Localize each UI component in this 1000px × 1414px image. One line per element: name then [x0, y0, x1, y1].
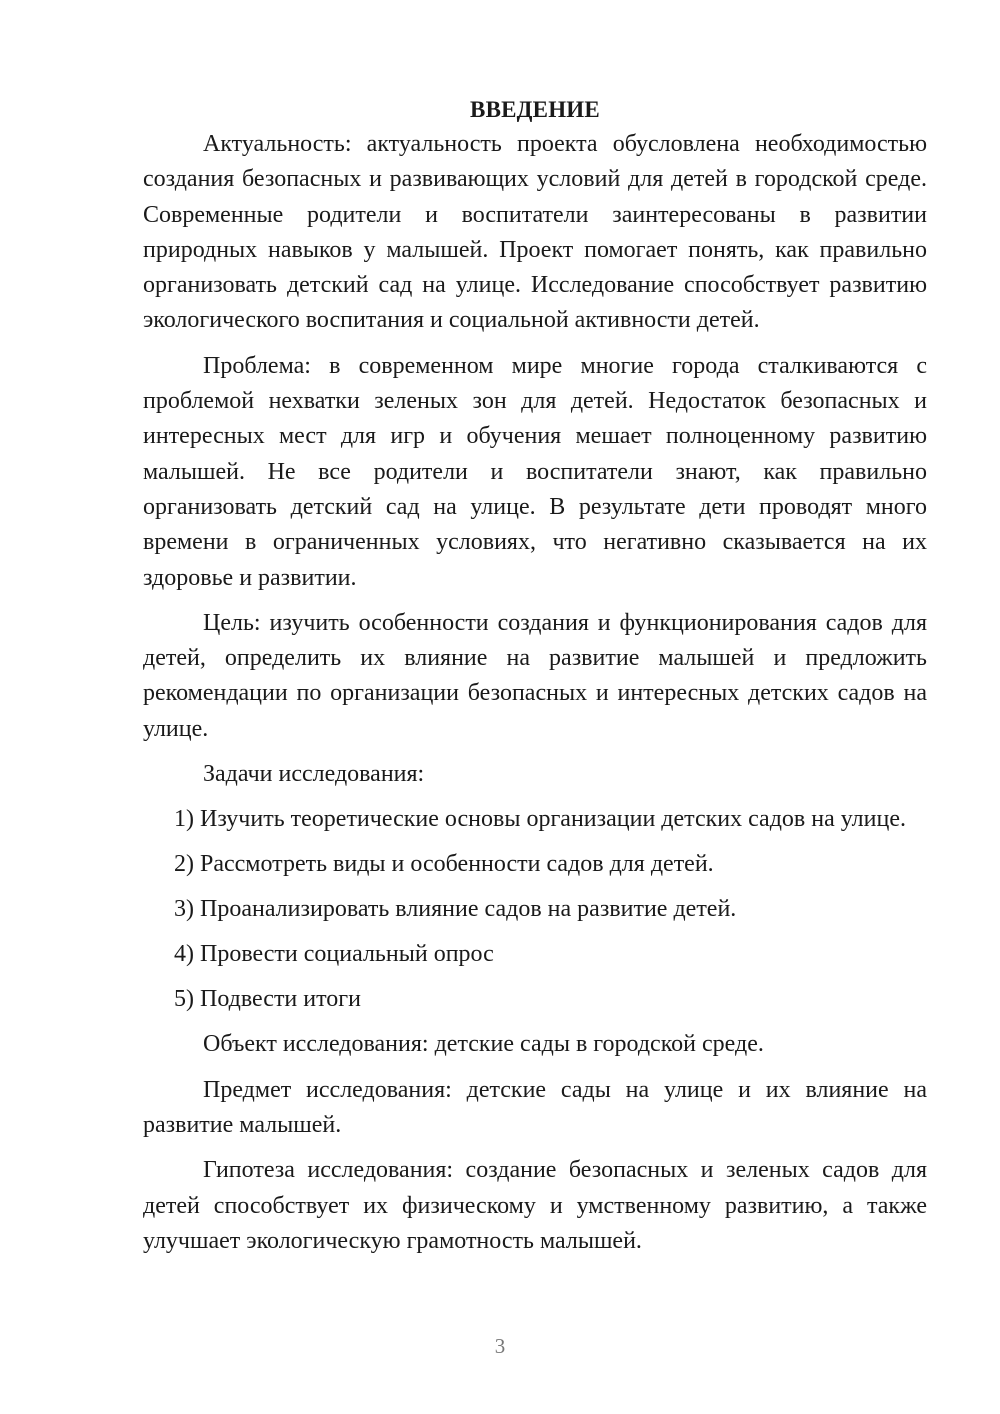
relevance-paragraph: Актуальность: актуальность проекта обусловлена необходимостью создания безопасных и развивающих условий для детей в городской среде. Современные родители и воспитатели заинтересованы в развитии природных навыков у малышей. Проект помогает понять, как правильно организовать детский сад на улице. Исследование способствует развитию экологического воспитания и социальной активности детей.	[143, 131, 927, 334]
task-item: 4) Провести социальный опрос	[174, 941, 494, 968]
subject-paragraph: Предмет исследования: детские сады на улице и их влияние на развитие малышей.	[143, 1076, 927, 1138]
section-title: ВВЕДЕНИЕ	[470, 97, 600, 122]
hypothesis-paragraph: Гипотеза исследования: создание безопасных и зеленых садов для детей способствует их физическому и умственному развитию, а также улучшает экологическую грамотность малышей.	[143, 1157, 927, 1254]
page-number: 3	[494, 1334, 506, 1358]
object-paragraph: Объект исследования: детские сады в городской среде.	[203, 1031, 764, 1058]
task-item: 5) Подвести итоги	[174, 986, 361, 1013]
tasks-heading: Задачи исследования:	[203, 761, 425, 788]
problem-paragraph: Проблема: в современном мире многие города сталкиваются с проблемой нехватки зеленых зон для детей. Недостаток безопасных и интересных мест для игр и обучения мешает полноценному развитию малышей. Не все родители и воспитатели знают, как правильно организовать детский сад на улице. В результате дети проводят много времени в ограниченных условиях, что негативно сказывается на их здоровье и развитии.	[143, 352, 927, 591]
page-content	[143, 92, 927, 1259]
goal-paragraph: Цель: изучить особенности создания и функционирования садов для детей, определить их влияние на развитие малышей и предложить рекомендации по организации безопасных и интересных детских садов на улице.	[143, 609, 927, 742]
task-item: 2) Рассмотреть виды и особенности садов для детей.	[174, 851, 714, 878]
tasks-list	[143, 802, 927, 1017]
task-item: 3) Проанализировать влияние садов на развитие детей.	[174, 896, 737, 923]
task-item: 1) Изучить теоретические основы организации детских садов на улице.	[174, 806, 906, 833]
